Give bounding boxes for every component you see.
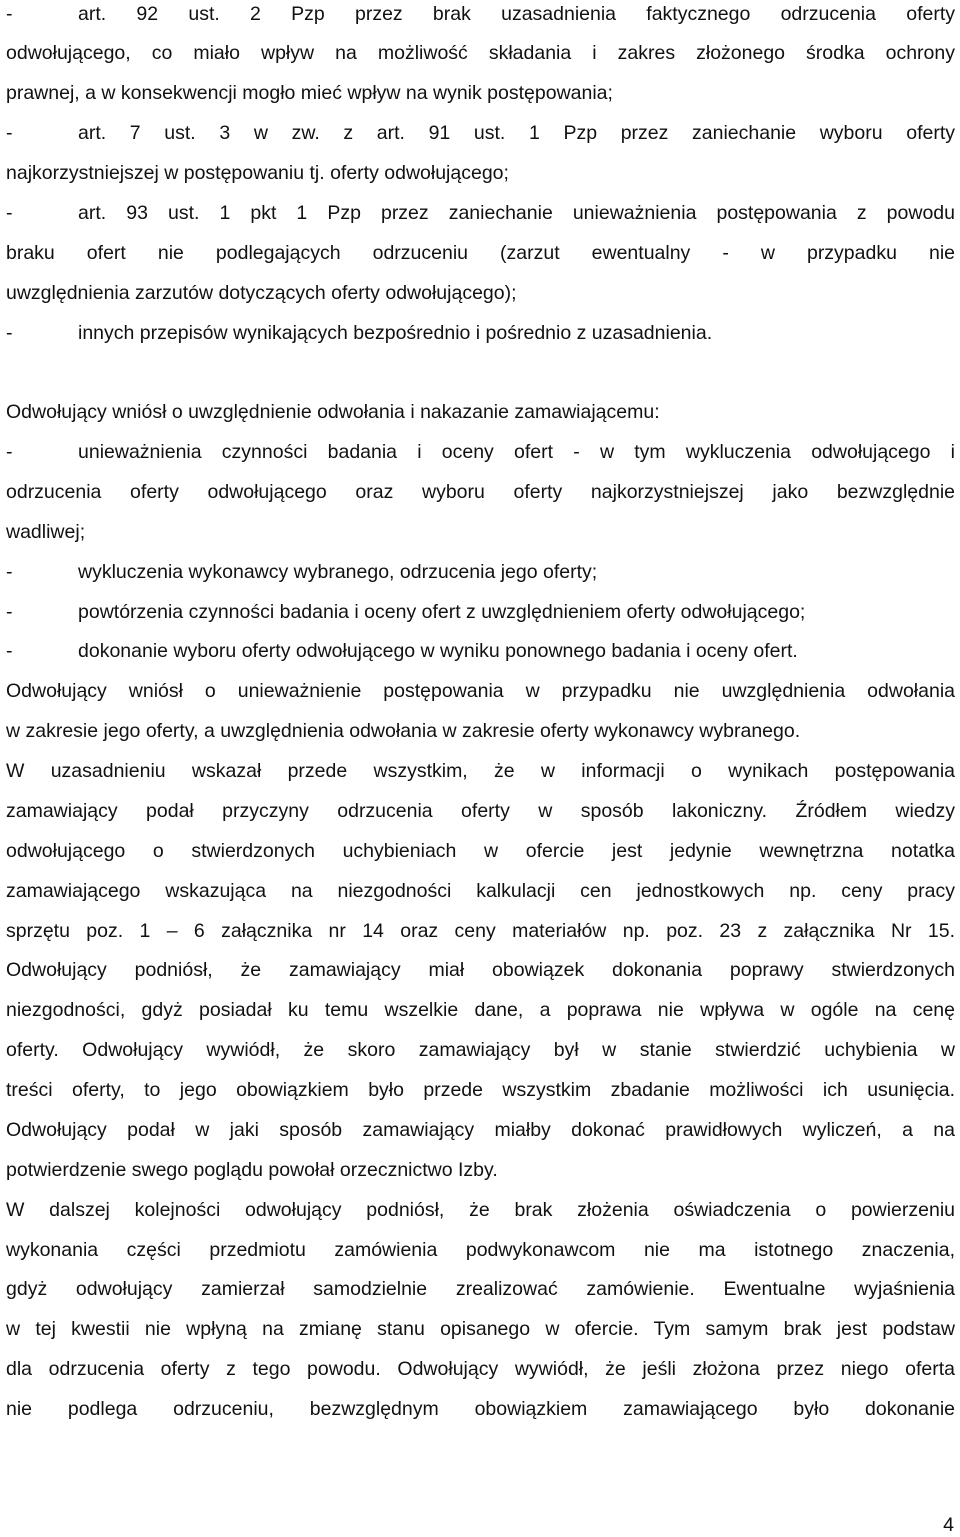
list-dash: - (6, 322, 13, 344)
list-dash: - (6, 122, 13, 144)
text-line: odwołującego, co miało wpływ na możliwość składania i zakres złożonego środka ochrony (6, 42, 955, 64)
text-line: gdyż odwołujący zamierzał samodzielnie zrealizować zamówienie. Ewentualne wyjaśnienia (6, 1278, 955, 1300)
text-line: Odwołujący podał w jaki sposób zamawiający miałby dokonać prawidłowych wyliczeń, a na (6, 1119, 955, 1141)
page-number: 4 (943, 1514, 954, 1536)
text-line: treści oferty, to jego obowiązkiem było przede wszystkim zbadanie możliwości ich usunięcia. (6, 1079, 955, 1101)
text-line: - wykluczenia wykonawcy wybranego, odrzucenia jego oferty; (6, 552, 955, 592)
text-line: - art. 93 ust. 1 pkt 1 Pzp przez zaniechanie unieważnienia postępowania z powodu (6, 193, 955, 233)
text-line: sprzętu poz. 1 – 6 załącznika nr 14 oraz ceny materiałów np. poz. 23 z załącznika Nr 15. (6, 920, 955, 942)
list-dash: - (6, 3, 13, 25)
text-line: - powtórzenia czynności badania i oceny ofert z uwzględnieniem oferty odwołującego; (6, 592, 955, 632)
text-line: wykonania części przedmiotu zamówienia podwykonawcom nie ma istotnego znaczenia, (6, 1239, 955, 1261)
text-line: - innych przepisów wynikających bezpośrednio i pośrednio z uzasadnienia. (6, 313, 955, 353)
text-line: najkorzystniejszej w postępowaniu tj. oferty odwołującego; (6, 162, 509, 184)
text-line: - dokonanie wyboru oferty odwołującego w wyniku ponownego badania i oceny ofert. (6, 631, 955, 671)
text-line: - art. 7 ust. 3 w zw. z art. 91 ust. 1 Pzp przez zaniechanie wyboru oferty (6, 113, 955, 153)
text-line: W dalszej kolejności odwołujący podniósł, że brak złożenia oświadczenia o powierzeniu (6, 1199, 955, 1221)
text-line: nie podlega odrzuceniu, bezwzględnym obowiązkiem zamawiającego było dokonanie (6, 1398, 955, 1420)
list-dash: - (6, 561, 13, 583)
text-line: odrzucenia oferty odwołującego oraz wyboru oferty najkorzystniejszej jako bezwzględnie (6, 481, 955, 503)
list-dash: - (6, 202, 13, 224)
text-line: odwołującego o stwierdzonych uchybieniach w ofercie jest jedynie wewnętrzna notatka (6, 840, 955, 862)
text-line: - art. 92 ust. 2 Pzp przez brak uzasadnienia faktycznego odrzucenia oferty (6, 0, 955, 34)
text-line: uwzględnienia zarzutów dotyczących oferty odwołującego); (6, 282, 517, 304)
text-line: wadliwej; (6, 521, 86, 543)
text-line: dla odrzucenia oferty z tego powodu. Odwołujący wywiódł, że jeśli złożona przez niego oferta (6, 1358, 955, 1380)
text-line: oferty. Odwołujący wywiódł, że skoro zamawiający był w stanie stwierdzić uchybienia w (6, 1039, 955, 1061)
text-line: braku ofert nie podlegających odrzuceniu (zarzut ewentualny - w przypadku nie (6, 242, 955, 264)
text-line: w tej kwestii nie wpłyną na zmianę stanu opisanego w ofercie. Tym samym brak jest podstaw (6, 1318, 955, 1340)
text-line: niezgodności, gdyż posiadał ku temu wszelkie dane, a poprawa nie wpływa w ogóle na cenę (6, 999, 955, 1021)
text-line: zamawiający podał przyczyny odrzucenia oferty w sposób lakoniczny. Źródłem wiedzy (6, 800, 955, 822)
text-line: Odwołujący podniósł, że zamawiający miał obowiązek dokonania poprawy stwierdzonych (6, 959, 955, 981)
text-line: zamawiającego wskazująca na niezgodności kalkulacji cen jednostkowych np. ceny pracy (6, 880, 955, 902)
list-dash: - (6, 640, 13, 662)
text-line: potwierdzenie swego poglądu powołał orzecznictwo Izby. (6, 1159, 498, 1181)
text-line: w zakresie jego oferty, a uwzględnienia odwołania w zakresie oferty wykonawcy wybranego. (6, 720, 801, 742)
list-dash: - (6, 441, 13, 463)
text-line: Odwołujący wniósł o unieważnienie postępowania w przypadku nie uwzględnienia odwołania (6, 680, 955, 702)
text-line: - unieważnienia czynności badania i oceny ofert - w tym wykluczenia odwołującego i (6, 432, 955, 472)
text-line: prawnej, a w konsekwencji mogło mieć wpływ na wynik postępowania; (6, 82, 613, 104)
list-dash: - (6, 601, 13, 623)
text-line: W uzasadnieniu wskazał przede wszystkim, że w informacji o wynikach postępowania (6, 760, 955, 782)
text-line: Odwołujący wniósł o uwzględnienie odwołania i nakazanie zamawiającemu: (6, 401, 660, 423)
